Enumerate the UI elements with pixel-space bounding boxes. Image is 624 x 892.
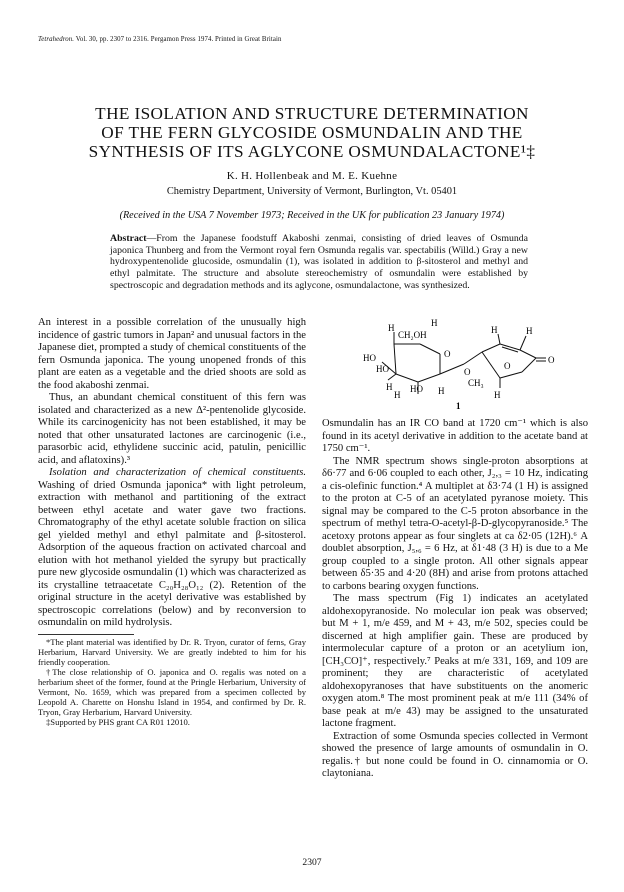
paragraph-text: Washing of dried Osmunda japonica* with light petroleum, extraction with methanol and partitioning of the extract between ethyl acetate and water gave two fractions. Chromatography of the ethyl acetate soluble fraction on silica gel yielded methyl and ethyl palmitate and β-sitosterol. Adsorption of the aqueous fraction on activated charcoal and elution with hot methanol yielded the syrupy but practically pure new glycoside osmundalin (1) which was characterized as its crystalline tetraacetate C₂₀H₂₈O₁₂ (2). Retention of the original structure in the acetyl derivative was established by spectroscopic correlations (below) and by reconversion to osmundalin on mild hydrolysis. xyxy=(38,479,306,628)
title-line-2: OF THE FERN GLYCOSIDE OSMUNDALIN AND THE xyxy=(101,123,523,142)
footnote: *The plant material was identified by Dr. R. Tryon, curator of ferns, Gray Herbarium, Harvard University. We are greatly indebted to him for his friendly cooperation. xyxy=(38,636,306,667)
title-line-1: THE ISOLATION AND STRUCTURE DETERMINATION xyxy=(95,104,529,123)
fig-label-h-right-2: H xyxy=(526,326,533,336)
page-number: 2307 xyxy=(302,857,322,868)
right-column xyxy=(322,418,588,781)
affiliation: Chemistry Department, University of Vermont, Burlington, Vt. 05401 xyxy=(166,186,458,197)
abstract xyxy=(110,233,528,292)
abstract-label: Abstract xyxy=(110,233,147,244)
paragraph: The mass spectrum (Fig 1) indicates an acetylated aldohexopyranoside. No molecular ion peak was observed; but M + 1, m/e 459, and M + 43, m/e 502, species could be discerned at high amplifier gain. These are produced by intermolecular capture of a proton or an acetylium ion, [CH₃CO]⁺, respectively.⁷ Peaks at m/e 331, 169, and 109 are prominent; they are characteristic of acetylated aldohexopyranoses that have substituents on the anomeric oxygen atom.⁸ The most prominent peak at m/e 111 (34% of base peak at m/e 43) may be assigned to the unsaturated lactone fragment. xyxy=(322,593,588,729)
paragraph: The NMR spectrum shows single-proton absorptions at δ6·77 and 6·06 coupled to each other, J₂,₃ = 10 Hz, indicating a cis-olefinic function.⁴ A multiplet at δ3·74 (1 H) is assigned to the proton at C-5 of an acetylated pyranose moiety. This signal may be compared to the C-5 proton absorbance in the spectrum of methyl tetra-O-acetyl-β-D-glycopyranoside.⁵ The acetoxy protons appear as four singlets at ca δ2·05 (12H).⁶ A doublet absorption, J₅,₆ = 6 Hz, at δ1·48 (3 H) is due to a Me group coupled to a single proton. All other signals appear between δ5·35 and 4·20 (8H) and arise from protons attached to carbons bearing oxygen functions. xyxy=(322,455,588,592)
footnote: ‡Supported by PHS grant CA R01 12010. xyxy=(46,717,190,728)
title-line-3: SYNTHESIS OF ITS AGLYCONE OSMUNDALACTONE¹‡ xyxy=(88,142,536,161)
fig-label-ch2oh: CH₂OH xyxy=(398,330,427,340)
fig-label-h-right-1: H xyxy=(491,325,498,335)
fig-label-ho-2: HO xyxy=(376,364,389,374)
running-head xyxy=(38,36,281,43)
section-heading: Isolation and characterization of chemical constituents. xyxy=(49,467,306,478)
fig-label-h-lower-2: H xyxy=(438,386,445,396)
authors: K. H. Hollenbeak and M. E. Kuehne xyxy=(226,170,398,182)
paragraph: Extraction of some Osmunda species collected in Vermont showed the presence of large amounts of osmundalin in O. regalis.† but none could be found in O. cinnamomia or O. claytoniana. xyxy=(322,730,588,779)
fig-label-o-link: O xyxy=(464,367,471,377)
fig-label-o-ring: O xyxy=(444,349,451,359)
paragraph: Thus, an abundant chemical constituent of this fern was isolated and characterized as a new Δ²-pentenolide glycoside. While its carcinogenicity has not been established, it may be noted that other unsaturated lactones are carcinogenic (i.e., parasorbic acid, ethylidene succinic acid, patulin, penicillic acid, and aflatoxins).³ xyxy=(38,392,306,466)
abstract-text: —From the Japanese foodstuff Akaboshi zenmai, consisting of dried leaves of Osmunda japonica Thunberg and from the Vermont royal fern Osmunda regalis var. spectabilis (Willd.) Gray a new hydroxypentenolide glucoside, osmundalin (1), was isolated in addition to β-sitosterol and methyl and ethyl palmitate. The structure and absolute stereochemistry of osmundalin were established by spectroscopic and degradation methods and its aglycone, osmundalactone, was synthesized. xyxy=(110,233,528,291)
received-dates: (Received in the USA 7 November 1973; Received in the UK for publication 23 January 1974) xyxy=(119,210,505,221)
footnote: †The close relationship of O. japonica and O. regalis was noted on a herbarium sheet of the former, found at the Pringle Herbarium, University of Vermont, No. 1659, which was prepared from a specimen collected by Leopold A. Charette on Honshu Island in 1954, and confirmed by Dr. R. Tryon, Gray Herbarium, Harvard University. xyxy=(38,666,306,718)
fig-label-o-lactone: O xyxy=(504,361,511,371)
osmundalin-structure-diagram xyxy=(360,314,560,410)
paragraph: An interest in a possible correlation of the unusually high incidence of gastric tumors in Japan² and unusual factors in the Japanese diet, prompted a study of chemical constituents of the fern Osmunda japonica. The young unopened fronds of this plant are eaten as a vegetable and the dried shoots are sold as the food akaboshi zenmai. xyxy=(38,317,306,391)
fig-label-h-bottom: H xyxy=(394,390,401,400)
footnote-divider xyxy=(38,634,134,635)
journal-details: Vol. 30, pp. 2307 to 2316. Pergamon Press 1974. Printed in Great Britain xyxy=(74,36,282,43)
fig-label-h-lower: H xyxy=(386,382,393,392)
structure-figure xyxy=(360,314,560,410)
fig-label-ho-1: HO xyxy=(363,353,376,363)
fig-compound-number: 1 xyxy=(456,401,461,410)
left-column xyxy=(38,317,306,727)
footnotes xyxy=(38,637,306,728)
fig-label-h-left: H xyxy=(388,323,395,333)
paragraph xyxy=(38,467,306,630)
fig-label-ch3: CH₃ xyxy=(468,378,484,388)
fig-label-ho-3: HO xyxy=(410,384,423,394)
fig-label-carbonyl-o: O xyxy=(548,355,555,365)
fig-label-h-right-bottom: H xyxy=(494,390,501,400)
paragraph: Osmundalin has an IR CO band at 1720 cm⁻¹ which is also found in its acetyl derivative in addition to the acetate band at 1750 cm⁻¹. xyxy=(322,418,588,454)
fig-label-h-top: H xyxy=(431,318,438,328)
article-title xyxy=(40,104,584,161)
journal-name: Tetrahedron. xyxy=(38,36,75,43)
